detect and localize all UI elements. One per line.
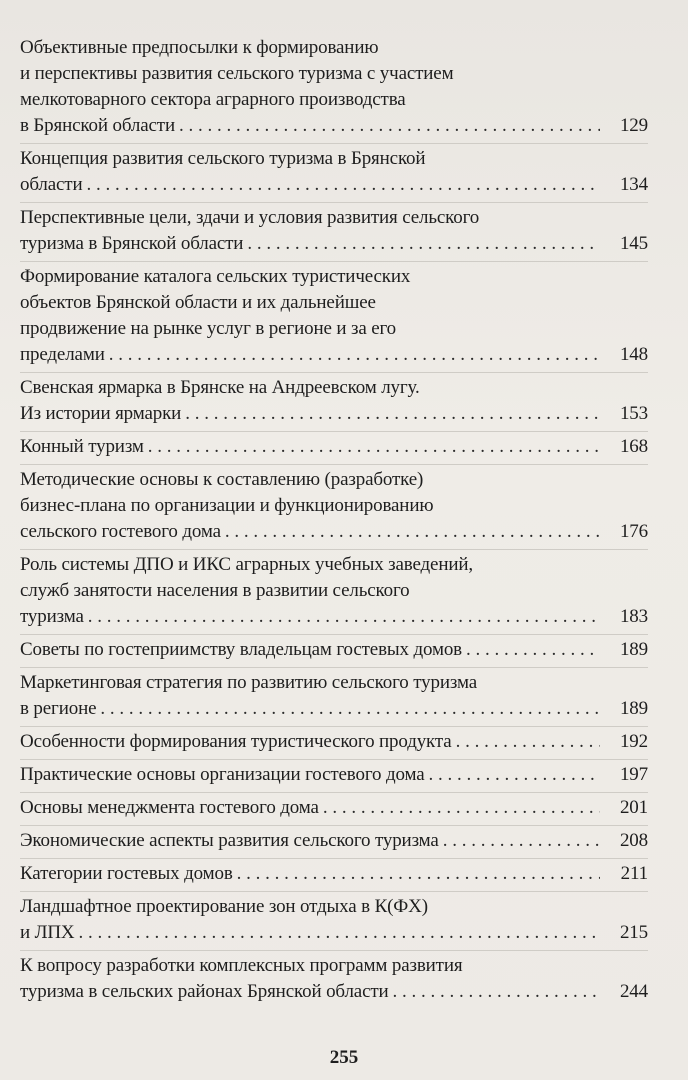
toc-page-ref: 168 bbox=[619, 436, 648, 457]
dot-leader bbox=[185, 401, 600, 427]
dot-leader bbox=[247, 231, 600, 257]
toc-entry-last-line bbox=[20, 401, 648, 427]
dot-leader bbox=[323, 795, 600, 821]
toc-entry-title-end: области bbox=[20, 174, 83, 195]
toc-entry-title-end: Советы по гостеприимству владельцам гостевых домов bbox=[20, 639, 463, 660]
toc-entry-title-end: сельского гостевого дома bbox=[20, 521, 221, 542]
toc-entry bbox=[20, 726, 648, 755]
dot-leader bbox=[88, 604, 600, 630]
toc-entry bbox=[20, 667, 648, 722]
toc-page-ref: 211 bbox=[620, 863, 648, 884]
toc-entry-last-line bbox=[20, 604, 648, 630]
toc-entry-line: Маркетинговая стратегия по развитию сельского туризма bbox=[20, 672, 477, 693]
toc-entry bbox=[20, 143, 648, 198]
toc-page-ref: 153 bbox=[619, 403, 648, 424]
toc-entry-title-end: в Брянской области bbox=[20, 115, 175, 136]
toc-entry-last-line bbox=[20, 434, 648, 460]
toc-entry bbox=[20, 33, 648, 139]
dot-leader bbox=[237, 861, 600, 887]
toc-entry bbox=[20, 891, 648, 946]
toc-entry-line: Перспективные цели, здачи и условия развития сельского bbox=[20, 207, 480, 228]
toc-entry-line: Концепция развития сельского туризма в Брянской bbox=[20, 148, 426, 169]
toc-entry bbox=[20, 825, 648, 854]
toc-entry-title-end: Практические основы организации гостевого дома bbox=[20, 764, 425, 785]
toc-entry-title-end: туризма bbox=[20, 606, 84, 627]
toc-entry-line: Объективные предпосылки к формированию bbox=[20, 37, 379, 58]
toc-page-ref: 197 bbox=[619, 764, 648, 785]
toc-entry-line: бизнес-плана по организации и функционированию bbox=[20, 495, 434, 516]
dot-leader bbox=[393, 979, 600, 1005]
toc-page-ref: 215 bbox=[619, 922, 648, 943]
toc-entry bbox=[20, 759, 648, 788]
toc-entry-last-line bbox=[20, 231, 648, 257]
toc-entry-line: служб занятости населения в развитии сельского bbox=[20, 580, 410, 601]
toc-entry-line: Формирование каталога сельских туристических bbox=[20, 266, 411, 287]
dot-leader bbox=[148, 434, 600, 460]
toc-entry-line: Методические основы к составлению (разработке) bbox=[20, 469, 424, 490]
toc-page-ref: 208 bbox=[619, 830, 648, 851]
toc-page-ref: 129 bbox=[619, 115, 648, 136]
toc-page-ref: 244 bbox=[619, 981, 648, 1002]
toc-entry-title-end: Экономические аспекты развития сельского туризма bbox=[20, 830, 439, 851]
dot-leader bbox=[225, 519, 600, 545]
toc-entry-title-end: и ЛПХ bbox=[20, 922, 75, 943]
toc-page-ref: 192 bbox=[619, 731, 648, 752]
toc-entry-last-line bbox=[20, 795, 648, 821]
toc-entry-last-line bbox=[20, 762, 648, 788]
toc-entry bbox=[20, 202, 648, 257]
toc-entry-last-line bbox=[20, 519, 648, 545]
toc-entry-line: Ландшафтное проектирование зон отдыха в К(ФХ) bbox=[20, 896, 428, 917]
dot-leader bbox=[100, 696, 600, 722]
toc-entry-title-end: пределами bbox=[20, 344, 105, 365]
dot-leader bbox=[466, 637, 600, 663]
toc-entry bbox=[20, 464, 648, 545]
toc-entry-title-end: Особенности формирования туристического продукта bbox=[20, 731, 452, 752]
toc-page-ref: 189 bbox=[619, 698, 648, 719]
toc-entry-line: Свенская ярмарка в Брянске на Андреевском лугу. bbox=[20, 377, 420, 398]
toc-entry-last-line bbox=[20, 696, 648, 722]
toc-page-ref: 134 bbox=[619, 174, 648, 195]
toc-entry bbox=[20, 858, 648, 887]
dot-leader bbox=[86, 172, 600, 198]
toc-entry-last-line bbox=[20, 637, 648, 663]
toc-page-ref: 189 bbox=[619, 639, 648, 660]
toc-entry-line: и перспективы развития сельского туризма с участием bbox=[20, 63, 454, 84]
toc-page-ref: 201 bbox=[619, 797, 648, 818]
toc-entry-last-line bbox=[20, 729, 648, 755]
dot-leader bbox=[79, 920, 601, 946]
dot-leader bbox=[429, 762, 600, 788]
toc-entry-title-end: Основы менеджмента гостевого дома bbox=[20, 797, 319, 818]
toc-entry bbox=[20, 634, 648, 663]
toc-entry-line: Роль системы ДПО и ИКС аграрных учебных заведений, bbox=[20, 554, 473, 575]
toc-entry-line: объектов Брянской области и их дальнейшее bbox=[20, 292, 376, 313]
toc-entry bbox=[20, 950, 648, 1005]
toc-entry-title-end: туризма в Брянской области bbox=[20, 233, 244, 254]
toc-entry-last-line bbox=[20, 979, 648, 1005]
toc-entry-title-end: Конный туризм bbox=[20, 436, 144, 457]
toc-entry-title-end: Категории гостевых домов bbox=[20, 863, 233, 884]
toc-page-ref: 176 bbox=[619, 521, 648, 542]
toc-entry bbox=[20, 431, 648, 460]
dot-leader bbox=[456, 729, 600, 755]
table-of-contents bbox=[20, 33, 648, 1005]
toc-entry-last-line bbox=[20, 828, 648, 854]
toc-entry-line: мелкотоварного сектора аграрного производства bbox=[20, 89, 406, 110]
toc-entry-last-line bbox=[20, 920, 648, 946]
toc-entry-last-line bbox=[20, 861, 648, 887]
toc-entry-line: К вопросу разработки комплексных программ развития bbox=[20, 955, 463, 976]
toc-entry-last-line bbox=[20, 172, 648, 198]
dot-leader bbox=[109, 342, 600, 368]
toc-entry bbox=[20, 372, 648, 427]
toc-entry-last-line bbox=[20, 342, 648, 368]
dot-leader bbox=[443, 828, 600, 854]
toc-page-ref: 145 bbox=[619, 233, 648, 254]
dot-leader bbox=[179, 113, 600, 139]
toc-entry bbox=[20, 261, 648, 368]
toc-entry-title-end: Из истории ярмарки bbox=[20, 403, 182, 424]
toc-entry bbox=[20, 792, 648, 821]
toc-entry bbox=[20, 549, 648, 630]
toc-entry-title-end: туризма в сельских районах Брянской области bbox=[20, 981, 389, 1002]
toc-page-ref: 148 bbox=[619, 344, 648, 365]
toc-entry-last-line bbox=[20, 113, 648, 139]
page-number: 255 bbox=[329, 1047, 359, 1068]
toc-entry-line: продвижение на рынке услуг в регионе и за его bbox=[20, 318, 397, 339]
toc-page-ref: 183 bbox=[619, 606, 648, 627]
toc-entry-title-end: в регионе bbox=[20, 698, 97, 719]
